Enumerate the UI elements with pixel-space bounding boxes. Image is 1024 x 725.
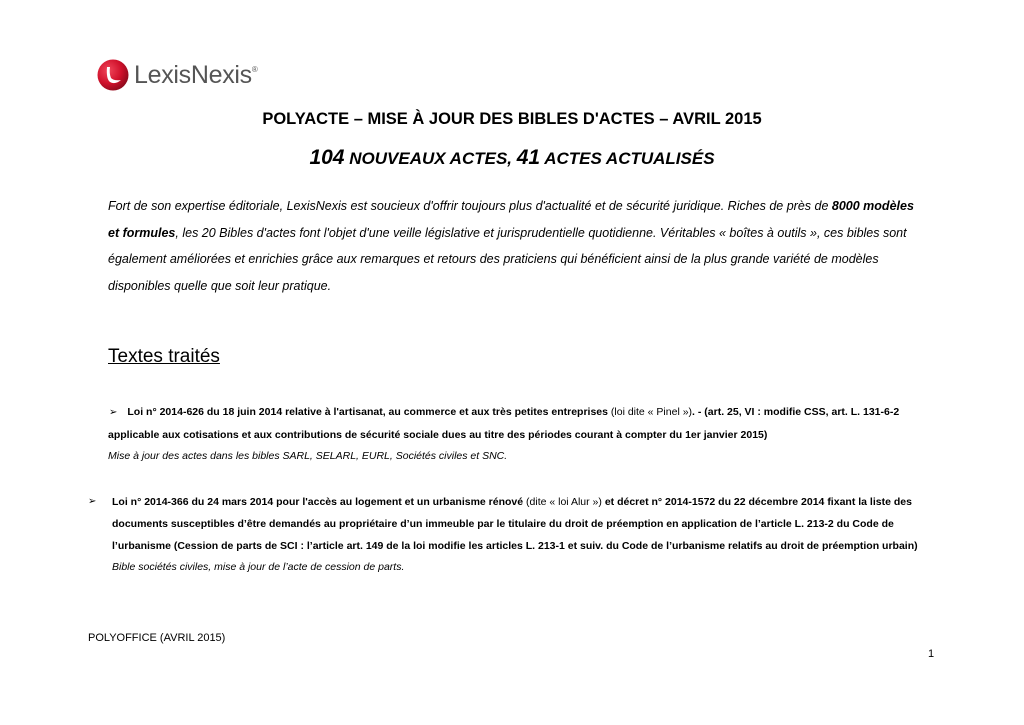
list-item: [108, 401, 938, 466]
law-note: Mise à jour des actes dans les bibles SARL, SELARL, EURL, Sociétés civiles et SNC.: [108, 450, 508, 462]
bullet-arrow-icon: ➢: [88, 496, 97, 507]
law-title: Loi n° 2014-626 du 18 juin 2014 relative à l'artisanat, au commerce et aux très petites entreprises: [127, 406, 608, 418]
intro-text-end: , les 20 Bibles d'actes font l'objet d'une veille législative et jurisprudentielle quotidienne. Véritables « boîtes à outils », ces bibles sont également améliorées et enrichies grâce aux remarques et retours des praticiens qui bénéficient ainsi de la plus grande variété de modèles disponibles quelle que soit leur pratique.: [108, 225, 907, 293]
law-detail: et décret n° 2014-1572 du 22 décembre 2014 fixant la liste des documents susceptibles d’être demandés au propriétaire d’un immeuble par le titulaire du droit de préemption en application de l’article L. 213-2 du Code de l’urbanisme (Cession de parts de SCI : l’article art. 149 de la loi modifie les articles L. 213-1 et suiv. du Code de l’urbanisme relatifs au droit de préemption urbain): [112, 496, 918, 552]
footer-text: POLYOFFICE (AVRIL 2015): [88, 632, 226, 644]
law-note: Bible sociétés civiles, mise à jour de l’acte de cession de parts.: [112, 561, 405, 573]
law-title: Loi n° 2014-366 du 24 mars 2014 pour l'accès au logement et un urbanisme rénové: [112, 496, 524, 508]
intro-text-start: Fort de son expertise éditoriale, LexisNexis est soucieux d'offrir toujours plus d'actualité et de sécurité juridique. Riches de près de: [108, 199, 832, 213]
new-acts-label: NOUVEAUX ACTES,: [349, 149, 513, 168]
law-alias: (loi dite « Pinel »): [607, 406, 693, 418]
page-number: 1: [928, 648, 935, 660]
section-title: Textes traités: [108, 346, 220, 367]
intro-paragraph: [108, 193, 928, 299]
page-title: POLYACTE – MISE À JOUR DES BIBLES D'ACTES – AVRIL 2015: [262, 110, 762, 128]
bullet-arrow-icon: ➢: [109, 407, 118, 418]
updated-acts-count: 41: [516, 146, 541, 169]
lexisnexis-logo-icon: [97, 59, 129, 91]
lexisnexis-logo: [97, 59, 257, 91]
page-subtitle: [0, 146, 1024, 170]
law-detail: . - (art. 25, VI : modifie CSS, art. L. 131-6-2 applicable aux cotisations et aux contributions de sécurité sociale dues au titre des périodes courant à compter du 1er janvier 2015): [108, 406, 900, 441]
law-alias: (dite « loi Alur »): [523, 496, 602, 508]
new-acts-count: 104: [309, 146, 345, 169]
list-item: [88, 491, 942, 577]
updated-acts-label: ACTES ACTUALISÉS: [544, 149, 715, 168]
intro-highlight: 8000 modèles et formules: [108, 199, 914, 240]
logo-wordmark: LexisNexis®: [134, 60, 258, 89]
